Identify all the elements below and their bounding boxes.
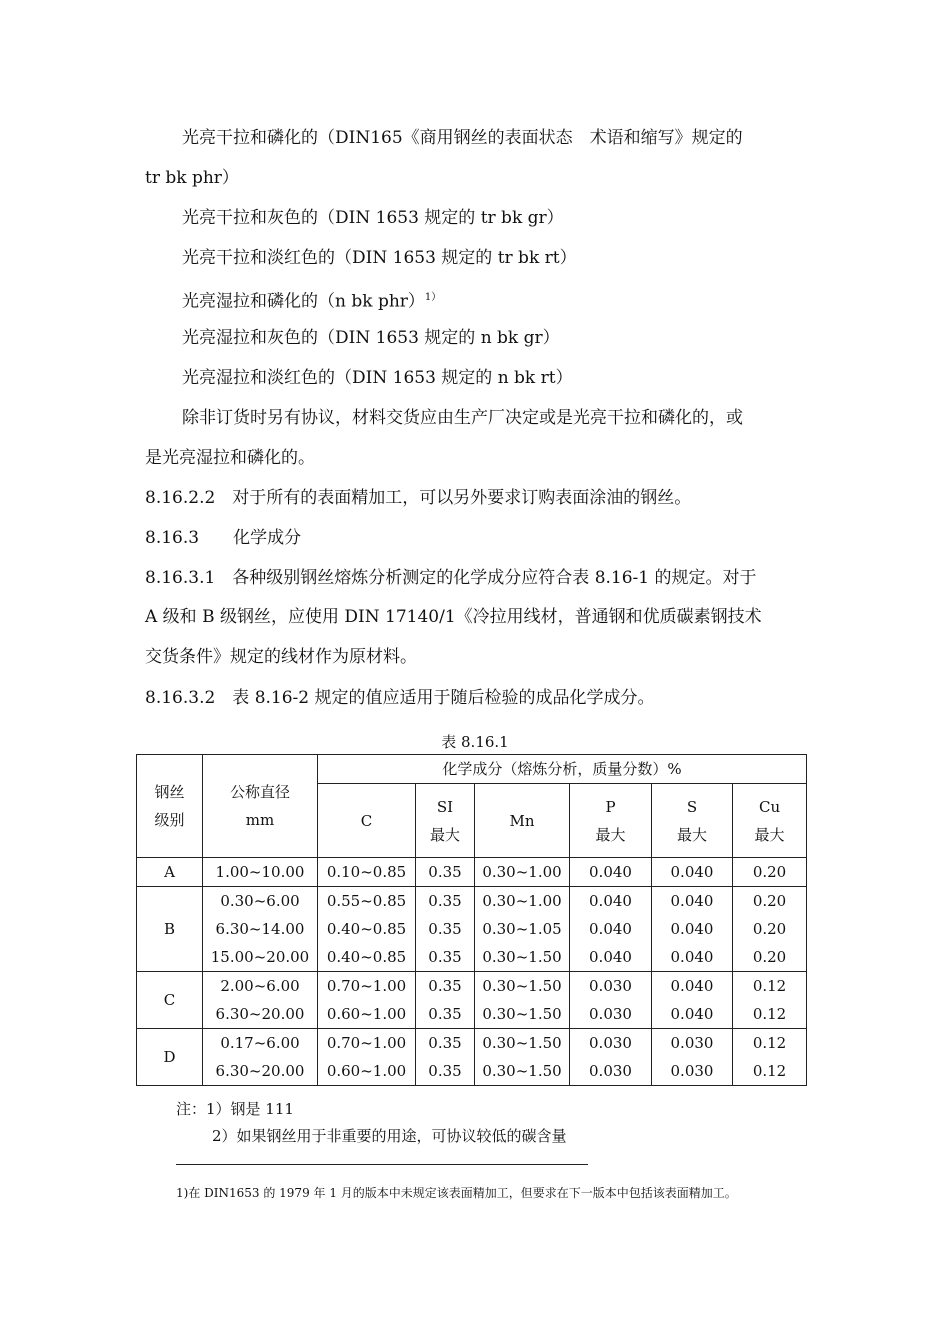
table-cell: 0.040: [652, 915, 733, 943]
table-cell: 0.10~0.85: [318, 858, 416, 887]
paragraph: 光亮干拉和磷化的（DIN165《商用钢丝的表面状态 术语和缩写》规定的: [182, 128, 743, 148]
table-cell: 0.70~1.00: [318, 1029, 416, 1058]
table-cell: 0.30~1.50: [475, 943, 570, 972]
table-cell: 0.030: [570, 1000, 652, 1029]
grade-header: 钢丝 级别: [137, 755, 203, 858]
table-cell: 0.30~6.00: [203, 887, 318, 916]
table-cell: 0.20: [733, 943, 807, 972]
table-cell: 0.030: [570, 972, 652, 1001]
table-cell: 0.35: [416, 943, 475, 972]
table-cell: 0.20: [733, 858, 807, 887]
table-row: [137, 887, 807, 916]
footnote: 1)在 DIN1653 的 1979 年 1 月的版本中未规定该表面精加工，但要求在下一版本中包括该表面精加工。: [176, 1186, 737, 1200]
table-row: [137, 972, 807, 1001]
note-1: 注：1）钢是 111: [176, 1100, 294, 1118]
table-cell: 1.00~10.00: [203, 858, 318, 887]
table-cell: 0.35: [416, 972, 475, 1001]
table-cell: 0.30~1.50: [475, 1029, 570, 1058]
table-cell: 0.35: [416, 1029, 475, 1058]
table-row: [137, 1057, 807, 1086]
table-row: [137, 1029, 807, 1058]
table-cell: 0.040: [652, 1000, 733, 1029]
table-cell: 0.040: [570, 887, 652, 916]
table-cell: 0.040: [652, 972, 733, 1001]
table-cell: 0.35: [416, 915, 475, 943]
table-cell: 6.30~14.00: [203, 915, 318, 943]
paragraph: 光亮湿拉和灰色的（DIN 1653 规定的 n bk gr）: [182, 328, 560, 348]
paragraph: A 级和 B 级钢丝，应使用 DIN 17140/1《冷拉用线材，普通钢和优质碳素钢技术: [145, 607, 762, 627]
table-cell: 0.30~1.50: [475, 972, 570, 1001]
paragraph: tr bk phr）: [145, 168, 239, 188]
table-row: [137, 858, 807, 887]
table-row: [137, 915, 807, 943]
chem-header: 化学成分（熔炼分析，质量分数）%: [318, 755, 807, 784]
table-cell: 0.30~1.50: [475, 1000, 570, 1029]
table-cell: 0.040: [570, 943, 652, 972]
grade-cell: B: [137, 887, 203, 972]
table-cell: 0.040: [570, 915, 652, 943]
diameter-header: 公称直径 mm: [203, 755, 318, 858]
table-cell: 0.12: [733, 1000, 807, 1029]
grade-cell: A: [137, 858, 203, 887]
grade-cell: D: [137, 1029, 203, 1086]
table-cell: 0.20: [733, 887, 807, 916]
table-cell: 0.030: [652, 1029, 733, 1058]
clause-8-16-2-2: 8.16.2.2 对于所有的表面精加工，可以另外要求订购表面涂油的钢丝。: [145, 488, 692, 508]
grade-cell: C: [137, 972, 203, 1029]
table-cell: 0.040: [570, 858, 652, 887]
table-cell: 0.35: [416, 887, 475, 916]
paragraph-with-footnote: [182, 288, 847, 312]
clause-8-16-3-1: 8.16.3.1 各种级别钢丝熔炼分析测定的化学成分应符合表 8.16-1 的规定。对于: [145, 568, 757, 588]
table-cell: 0.60~1.00: [318, 1057, 416, 1086]
paragraph: 交货条件》规定的线材作为原材料。: [145, 647, 417, 667]
paragraph: 光亮干拉和淡红色的（DIN 1653 规定的 tr bk rt）: [182, 248, 577, 268]
table-body: [137, 858, 807, 1086]
table-cell: 0.40~0.85: [318, 915, 416, 943]
table-caption: 表 8.16.1: [441, 733, 509, 751]
paragraph: 光亮干拉和灰色的（DIN 1653 规定的 tr bk gr）: [182, 208, 564, 228]
clause-8-16-3-heading: 8.16.3 化学成分: [145, 528, 302, 548]
table-cell: 0.30~1.00: [475, 858, 570, 887]
table-cell: 2.00~6.00: [203, 972, 318, 1001]
table-cell: 0.30~1.50: [475, 1057, 570, 1086]
table-cell: 0.30~1.05: [475, 915, 570, 943]
table-cell: 0.040: [652, 858, 733, 887]
table-cell: 0.60~1.00: [318, 1000, 416, 1029]
footnote-mark: 1）: [424, 292, 442, 303]
table-cell: 0.040: [652, 943, 733, 972]
paragraph: 光亮湿拉和淡红色的（DIN 1653 规定的 n bk rt）: [182, 368, 573, 388]
table-row: [137, 943, 807, 972]
c-header: C: [318, 784, 416, 858]
table-cell: 0.040: [652, 887, 733, 916]
table-cell: 6.30~20.00: [203, 1057, 318, 1086]
table-cell: 0.70~1.00: [318, 972, 416, 1001]
paragraph: 除非订货时另有协议，材料交货应由生产厂决定或是光亮干拉和磷化的，或: [182, 408, 743, 428]
table-cell: 6.30~20.00: [203, 1000, 318, 1029]
footnote-divider: [176, 1164, 588, 1165]
chemical-composition-table: [136, 754, 807, 1086]
table-cell: 0.12: [733, 1029, 807, 1058]
table-cell: 0.12: [733, 1057, 807, 1086]
table-cell: 0.35: [416, 858, 475, 887]
si-header: SI 最大: [416, 784, 475, 858]
table-cell: 0.12: [733, 972, 807, 1001]
table-cell: 0.17~6.00: [203, 1029, 318, 1058]
note-2: 2）如果钢丝用于非重要的用途，可协议较低的碳含量: [212, 1127, 567, 1145]
table-cell: 0.40~0.85: [318, 943, 416, 972]
cu-header: Cu 最大: [733, 784, 807, 858]
table-cell: 0.55~0.85: [318, 887, 416, 916]
table-cell: 0.030: [570, 1057, 652, 1086]
paragraph: 是光亮湿拉和磷化的。: [145, 448, 315, 468]
table-cell: 0.35: [416, 1000, 475, 1029]
mn-header: Mn: [475, 784, 570, 858]
table-cell: 0.030: [570, 1029, 652, 1058]
clause-8-16-3-2: 8.16.3.2 表 8.16-2 规定的值应适用于随后检验的成品化学成分。: [145, 688, 655, 708]
table-cell: 0.35: [416, 1057, 475, 1086]
table-cell: 15.00~20.00: [203, 943, 318, 972]
table-cell: 0.030: [652, 1057, 733, 1086]
s-header: S 最大: [652, 784, 733, 858]
table-row: [137, 1000, 807, 1029]
p-header: P 最大: [570, 784, 652, 858]
paragraph-text: 光亮湿拉和磷化的（n bk phr）: [182, 291, 425, 312]
table-cell: 0.20: [733, 915, 807, 943]
table-cell: 0.30~1.00: [475, 887, 570, 916]
